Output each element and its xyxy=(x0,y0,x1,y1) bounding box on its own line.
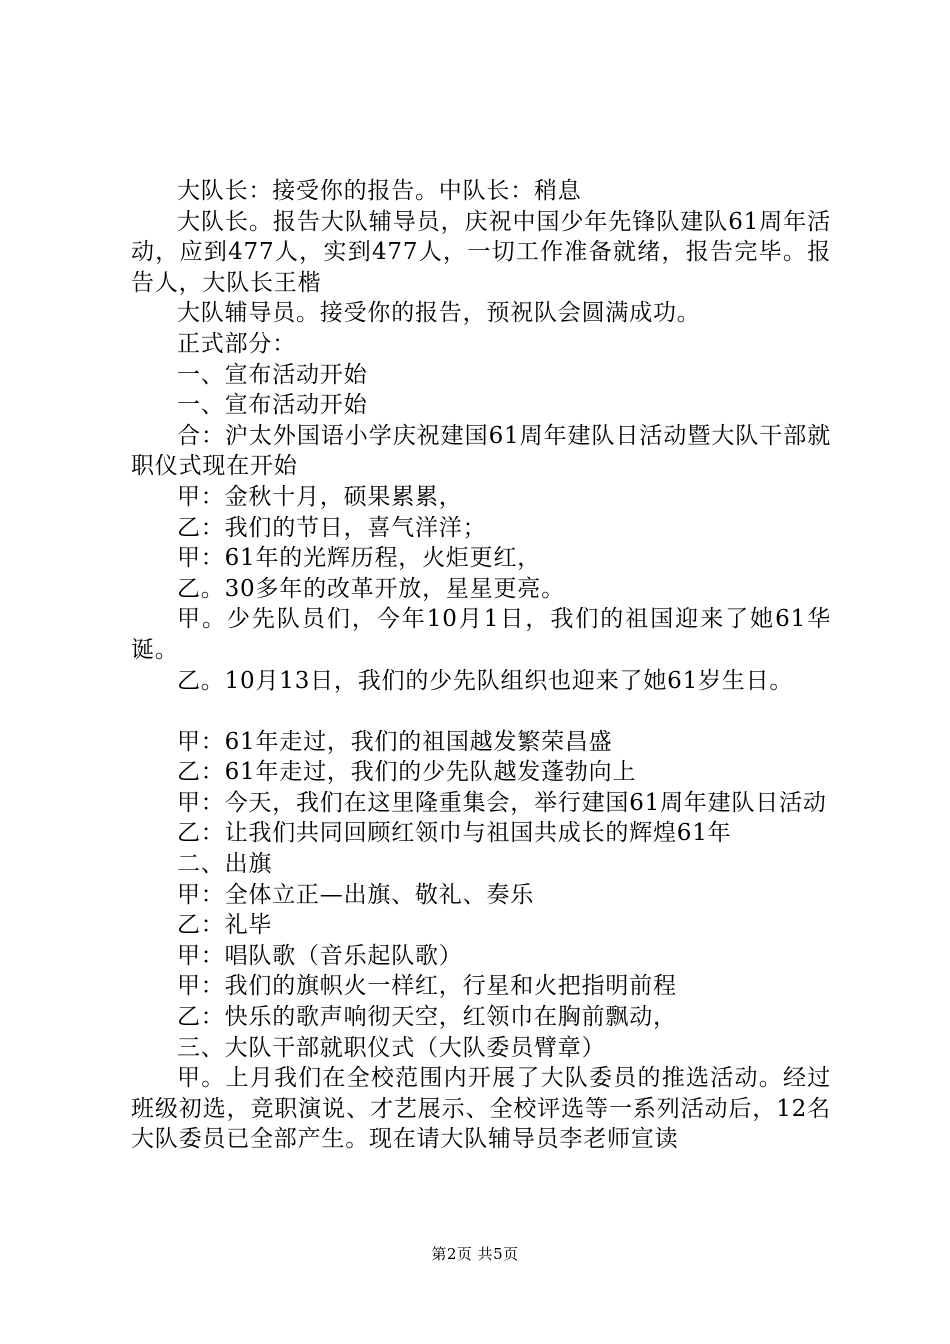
paragraph: 甲：61年走过，我们的祖国越发繁荣昌盛 xyxy=(177,728,613,755)
paragraph: 甲：61年的光辉历程，火炬更红， xyxy=(177,545,542,572)
paragraph: 大队长：接受你的报告。中队长：稍息 xyxy=(177,178,582,204)
paragraph: 乙：快乐的歌声响彻天空，红领巾在胸前飘动， xyxy=(177,1004,677,1031)
paragraph: 甲：我们的旗帜火一样红，行星和火把指明前程 xyxy=(177,973,677,1000)
paragraph: 一、宣布活动开始 xyxy=(177,392,368,419)
paragraph: 二、出旗 xyxy=(177,851,273,878)
paragraph: 正式部分： xyxy=(177,330,296,357)
paragraph: 一、宣布活动开始 xyxy=(177,361,368,388)
paragraph: 合：沪太外国语小学庆祝建国61周年建队日活动暨大队干部就职仪式现在开始 xyxy=(131,422,831,480)
blank-line xyxy=(131,696,831,727)
paragraph: 乙：礼毕 xyxy=(177,912,273,939)
paragraph: 乙。30多年的改革开放，星星更亮。 xyxy=(177,575,565,602)
document-body xyxy=(131,176,831,1155)
paragraph: 甲。少先队员们，今年10月1日，我们的祖国迎来了她61华诞。 xyxy=(131,606,831,663)
paragraph: 大队长。报告大队辅导员，庆祝中国少年先锋队建队61周年活动，应到477人，实到477人，一切工作准备就绪，报告完毕。报告人，大队长王楷 xyxy=(131,208,831,296)
paragraph: 甲。上月我们在全校范围内开展了大队委员的推选活动。经过班级初选，竞职演说、才艺展示、全校评选等一系列活动后，12名大队委员已全部产生。现在请大队辅导员李老师宣读 xyxy=(131,1065,831,1153)
paragraph: 甲：金秋十月，硕果累累， xyxy=(177,483,463,510)
paragraph: 乙。10月13日，我们的少先队组织也迎来了她61岁生日。 xyxy=(177,667,794,694)
paragraph: 乙：我们的节日，喜气洋洋； xyxy=(177,514,487,541)
paragraph: 乙：61年走过，我们的少先队越发蓬勃向上 xyxy=(177,759,637,786)
paragraph: 甲：唱队歌（音乐起队歌） xyxy=(177,942,463,969)
paragraph: 大队辅导员。接受你的报告，预祝队会圆满成功。 xyxy=(177,300,701,327)
paragraph: 甲：全体立正—出旗、敬礼、奏乐 xyxy=(177,881,534,908)
paragraph: 乙：让我们共同回顾红领巾与祖国共成长的辉煌61年 xyxy=(177,820,732,847)
page-number-footer: 第2页 共5页 xyxy=(431,1245,519,1263)
paragraph: 甲：今天，我们在这里隆重集会，举行建国61周年建队日活动 xyxy=(177,789,827,816)
paragraph: 三、大队干部就职仪式（大队委员臂章） xyxy=(177,1034,606,1061)
